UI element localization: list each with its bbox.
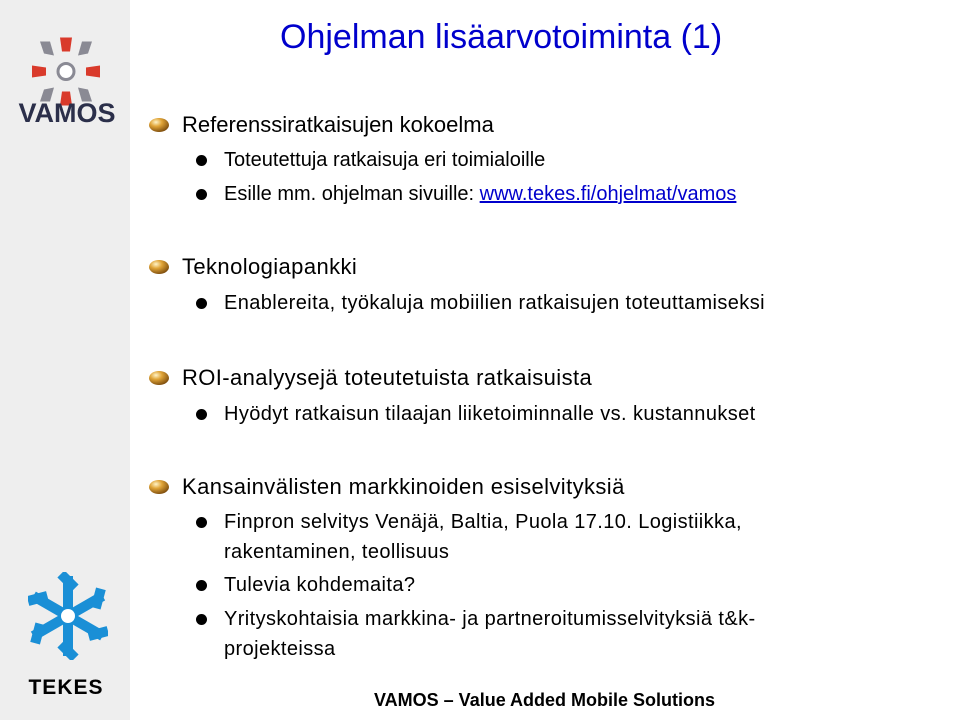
- slide-title: Ohjelman lisäarvotoiminta (1): [280, 18, 723, 56]
- list-item-text: Toteutettuja ratkaisuja eri toimialoille: [224, 149, 546, 171]
- bullet-dot-icon: [196, 580, 207, 591]
- logo-sidebar: [0, 0, 130, 720]
- bullet-dot-icon: [196, 409, 207, 420]
- slide-footer: VAMOS – Value Added Mobile Solutions: [374, 690, 716, 710]
- bullet-dot-icon: [196, 614, 207, 625]
- bullet-dot-icon: [196, 189, 207, 200]
- list-item-text: Esille mm. ohjelman sivuille:: [224, 183, 480, 205]
- bullet-ball-icon: [148, 259, 170, 275]
- list-item-text: Tulevia kohdemaita?: [224, 574, 416, 596]
- list-item-text: Finpron selvitys Venäjä, Baltia, Puola 17.10. Logistiikka,: [224, 511, 742, 533]
- vamos-website-link[interactable]: www.tekes.fi/ohjelmat/vamos: [479, 183, 737, 205]
- bullet-ball-icon: [148, 479, 170, 495]
- tekes-logo-icon: [28, 572, 108, 660]
- bullet-dot-icon: [196, 155, 207, 166]
- list-item-text-continued: projekteissa: [224, 638, 336, 660]
- section-heading-text: Referenssiratkaisujen kokoelma: [182, 112, 494, 137]
- list-item-text: Yrityskohtaisia markkina- ja partneroitumisselvityksiä t&k-: [224, 608, 756, 630]
- section-heading-text: ROI-analyysejä toteutetuista ratkaisuista: [182, 365, 593, 390]
- tekes-logo-text: TEKES: [28, 676, 104, 699]
- bullet-ball-icon: [148, 117, 170, 133]
- section-heading-text: Kansainvälisten markkinoiden esiselvityksiä: [182, 474, 625, 499]
- list-item-text-continued: rakentaminen, teollisuus: [224, 541, 450, 563]
- bullet-dot-icon: [196, 517, 207, 528]
- bullet-dot-icon: [196, 298, 207, 309]
- list-item-text: Enablereita, työkaluja mobiilien ratkaisujen toteuttamiseksi: [224, 292, 765, 314]
- vamos-logo-text: VAMOS: [18, 98, 116, 128]
- bullet-ball-icon: [148, 370, 170, 386]
- section-heading-text: Teknologiapankki: [182, 254, 358, 279]
- list-item-text: Hyödyt ratkaisun tilaajan liiketoiminnalle vs. kustannukset: [224, 403, 756, 425]
